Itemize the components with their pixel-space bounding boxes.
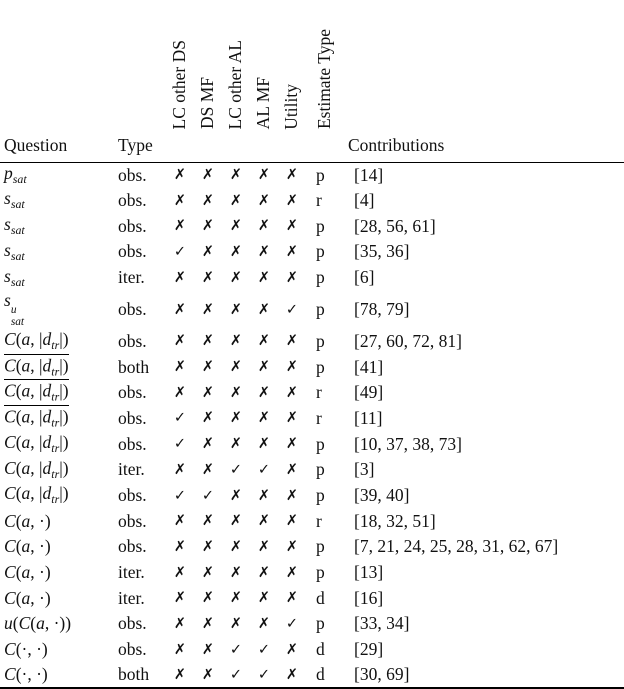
cross-mark: ✗: [285, 513, 299, 530]
contributions-cell: [18, 32, 51]: [354, 510, 436, 531]
question-cell: C(·, ·): [4, 664, 48, 685]
type-cell: obs.: [118, 639, 147, 660]
cross-mark: ✗: [257, 269, 271, 286]
type-cell: obs.: [118, 299, 147, 319]
cross-mark: ✗: [285, 384, 299, 401]
cross-mark: ✗: [173, 301, 187, 318]
table-row: [0, 560, 624, 586]
question-cell: $s_{sat}$: [4, 188, 25, 212]
check-mark: ✓: [173, 243, 187, 260]
contributions-cell: [10, 37, 38, 73]: [354, 433, 462, 454]
col-header-contributions: Contributions: [344, 0, 624, 162]
col-header-ds-mf: [194, 0, 222, 162]
question-cell: C(a, $|d_{tr}|$): [4, 329, 69, 353]
type-cell: iter.: [118, 459, 145, 480]
cross-mark: ✗: [229, 513, 243, 530]
cross-mark: ✗: [229, 487, 243, 504]
table-row: [0, 354, 624, 380]
cross-mark: ✗: [201, 333, 215, 350]
question-cell: $s_{sat}$: [4, 214, 25, 238]
check-mark: ✓: [173, 487, 187, 504]
cross-mark: ✗: [285, 410, 299, 427]
col-header-estimate-type: [306, 0, 344, 162]
cross-mark: ✗: [257, 436, 271, 453]
contributions-cell: [13]: [354, 562, 384, 583]
cross-mark: ✗: [173, 513, 187, 530]
type-cell: obs.: [118, 485, 147, 506]
table-row: [0, 188, 624, 214]
check-mark: ✓: [285, 615, 299, 632]
cross-mark: ✗: [229, 538, 243, 555]
rotated-label: LC other AL: [225, 40, 246, 130]
type-cell: obs.: [118, 241, 147, 262]
table-row: [0, 637, 624, 663]
cross-mark: ✗: [257, 410, 271, 427]
estimate-cell: r: [316, 382, 322, 403]
estimate-cell: d: [316, 587, 325, 608]
cross-mark: ✗: [229, 218, 243, 235]
cross-mark: ✗: [229, 243, 243, 260]
overline-math: C(a, $|d_{tr}|$): [4, 355, 69, 379]
question-cell: C(a, $|d_{tr}|$): [4, 457, 69, 481]
contributions-cell: [49]: [354, 382, 384, 403]
col-header-question: Question: [0, 0, 114, 162]
estimate-cell: p: [316, 164, 325, 185]
cross-mark: ✗: [285, 192, 299, 209]
cross-mark: ✗: [229, 269, 243, 286]
table-row: [0, 406, 624, 432]
cross-mark: ✗: [257, 564, 271, 581]
estimate-cell: r: [316, 407, 322, 428]
cross-mark: ✗: [173, 461, 187, 478]
check-mark: ✓: [257, 666, 271, 683]
question-cell: s u sat: [4, 290, 25, 328]
question-cell: C(a, $|d_{tr}|$): [4, 483, 69, 507]
estimate-cell: p: [316, 613, 325, 634]
contributions-cell: [33, 34]: [354, 613, 410, 634]
col-header-lc-other-al: [222, 0, 250, 162]
cross-mark: ✗: [173, 590, 187, 607]
cross-mark: ✗: [201, 513, 215, 530]
estimate-cell: p: [316, 433, 325, 454]
cross-mark: ✗: [285, 538, 299, 555]
cross-mark: ✗: [285, 333, 299, 350]
table-row: [0, 380, 624, 406]
estimate-cell: d: [316, 664, 325, 685]
question-cell: [0, 406, 114, 432]
cross-mark: ✗: [229, 301, 243, 318]
contributions-cell: [28, 56, 61]: [354, 215, 436, 236]
cross-mark: ✗: [173, 359, 187, 376]
question-cell: $s_{sat}$: [4, 265, 25, 289]
rotated-label: Estimate Type: [314, 29, 335, 130]
contributions-cell: [27, 60, 72, 81]: [354, 330, 462, 351]
table-row: [0, 329, 624, 355]
question-cell: C(a, ·): [4, 536, 51, 557]
cross-mark: ✗: [285, 243, 299, 260]
question-cell: C(a, ·): [4, 587, 51, 608]
type-cell: obs.: [118, 433, 147, 454]
check-mark: ✓: [201, 487, 215, 504]
cross-mark: ✗: [201, 641, 215, 658]
cross-mark: ✗: [229, 333, 243, 350]
cross-mark: ✗: [229, 384, 243, 401]
cross-mark: ✗: [173, 384, 187, 401]
type-cell: iter.: [118, 562, 145, 583]
rotated-label: DS MF: [197, 77, 218, 130]
cross-mark: ✗: [257, 615, 271, 632]
question-cell: C(·, ·): [4, 639, 48, 660]
cross-mark: ✗: [201, 564, 215, 581]
cross-mark: ✗: [285, 641, 299, 658]
table-row: [0, 534, 624, 560]
question-cell: u(C(a, ·)): [4, 613, 72, 634]
cross-mark: ✗: [229, 410, 243, 427]
cross-mark: ✗: [257, 513, 271, 530]
cross-mark: ✗: [201, 436, 215, 453]
question-cell: [0, 354, 114, 380]
col-header-al-mf: [250, 0, 278, 162]
check-mark: ✓: [229, 666, 243, 683]
type-cell: obs.: [118, 613, 147, 634]
cross-mark: ✗: [257, 192, 271, 209]
estimate-cell: p: [316, 215, 325, 236]
contributions-cell: [7, 21, 24, 25, 28, 31, 62, 67]: [354, 536, 559, 557]
cross-mark: ✗: [201, 461, 215, 478]
estimate-cell: p: [316, 485, 325, 506]
cross-mark: ✗: [201, 301, 215, 318]
estimate-cell: p: [316, 356, 325, 377]
cross-mark: ✗: [285, 590, 299, 607]
estimate-cell: p: [316, 330, 325, 351]
estimate-cell: p: [316, 562, 325, 583]
check-mark: ✓: [229, 641, 243, 658]
check-mark: ✓: [173, 436, 187, 453]
col-header-type: Type: [114, 0, 166, 162]
estimate-cell: p: [316, 299, 325, 319]
check-mark: ✓: [285, 301, 299, 318]
contributions-cell: [41]: [354, 356, 384, 377]
contributions-cell: [29]: [354, 639, 384, 660]
contributions-cell: [6]: [354, 267, 375, 288]
rotated-label: Utility: [281, 83, 302, 130]
check-mark: ✓: [257, 461, 271, 478]
estimate-cell: r: [316, 190, 322, 211]
question-cell: C(a, ·): [4, 562, 51, 583]
cross-mark: ✗: [257, 384, 271, 401]
question-cell: C(a, $|d_{tr}|$): [4, 432, 69, 456]
estimate-cell: p: [316, 459, 325, 480]
cross-mark: ✗: [229, 590, 243, 607]
cross-mark: ✗: [173, 615, 187, 632]
table-row: [0, 457, 624, 483]
cross-mark: ✗: [201, 590, 215, 607]
cross-mark: ✗: [201, 615, 215, 632]
rotated-label: AL MF: [253, 77, 274, 130]
cross-mark: ✗: [257, 590, 271, 607]
estimate-cell: p: [316, 241, 325, 262]
contributions-cell: [39, 40]: [354, 485, 410, 506]
contributions-cell: [16]: [354, 587, 384, 608]
cross-mark: ✗: [201, 269, 215, 286]
table-body: [0, 162, 624, 688]
contributions-cell: [3]: [354, 459, 375, 480]
rotated-label: LC other DS: [169, 40, 190, 130]
table-row: [0, 213, 624, 239]
cross-mark: ✗: [173, 218, 187, 235]
question-cell: [0, 380, 114, 406]
cross-mark: ✗: [173, 167, 187, 184]
estimate-cell: p: [316, 536, 325, 557]
overline-math: C(a, $|d_{tr}|$): [4, 380, 69, 404]
cross-mark: ✗: [229, 359, 243, 376]
cross-mark: ✗: [173, 538, 187, 555]
header-row: [0, 0, 624, 162]
cross-mark: ✗: [229, 615, 243, 632]
estimate-cell: r: [316, 510, 322, 531]
col-header-utility: [278, 0, 306, 162]
col-header-lc-other-ds: [166, 0, 194, 162]
type-cell: obs.: [118, 510, 147, 531]
cross-mark: ✗: [229, 167, 243, 184]
question-cell: $s_{sat}$: [4, 239, 25, 263]
cross-mark: ✗: [257, 167, 271, 184]
cross-mark: ✗: [257, 487, 271, 504]
table-row: [0, 265, 624, 291]
cross-mark: ✗: [285, 218, 299, 235]
contributions-cell: [14]: [354, 164, 384, 185]
table-row: [0, 483, 624, 509]
cross-mark: ✗: [257, 218, 271, 235]
cross-mark: ✗: [201, 218, 215, 235]
table-row: [0, 585, 624, 611]
type-cell: obs.: [118, 215, 147, 236]
overline-math: C(a, $|d_{tr}|$): [4, 406, 69, 430]
table-row: [0, 239, 624, 265]
contributions-cell: [30, 69]: [354, 664, 410, 685]
cross-mark: ✗: [285, 359, 299, 376]
cross-mark: ✗: [201, 359, 215, 376]
type-cell: obs.: [118, 330, 147, 351]
check-mark: ✓: [229, 461, 243, 478]
estimate-cell: p: [316, 267, 325, 288]
table-row: [0, 663, 624, 689]
type-cell: obs.: [118, 164, 147, 185]
contributions-cell: [4]: [354, 190, 375, 211]
cross-mark: ✗: [285, 461, 299, 478]
cross-mark: ✗: [173, 641, 187, 658]
cross-mark: ✗: [257, 359, 271, 376]
cross-mark: ✗: [201, 384, 215, 401]
table-row: [0, 290, 624, 328]
cross-mark: ✗: [285, 167, 299, 184]
cross-mark: ✗: [257, 333, 271, 350]
cross-mark: ✗: [173, 269, 187, 286]
type-cell: iter.: [118, 267, 145, 288]
type-cell: iter.: [118, 587, 145, 608]
cross-mark: ✗: [257, 301, 271, 318]
estimate-cell: d: [316, 639, 325, 660]
contributions-cell: [35, 36]: [354, 241, 410, 262]
cross-mark: ✗: [201, 192, 215, 209]
cross-mark: ✗: [229, 192, 243, 209]
cross-mark: ✗: [285, 436, 299, 453]
type-cell: obs.: [118, 407, 147, 428]
cross-mark: ✗: [201, 538, 215, 555]
type-cell: both: [118, 664, 150, 685]
type-cell: obs.: [118, 190, 147, 211]
question-cell: $p_{sat}$: [4, 163, 27, 187]
table-row: [0, 431, 624, 457]
check-mark: ✓: [173, 410, 187, 427]
cross-mark: ✗: [201, 243, 215, 260]
cross-mark: ✗: [285, 487, 299, 504]
type-cell: both: [118, 356, 150, 377]
cross-mark: ✗: [201, 410, 215, 427]
cross-mark: ✗: [285, 269, 299, 286]
cross-mark: ✗: [173, 333, 187, 350]
question-cell: C(a, ·): [4, 510, 51, 531]
type-cell: obs.: [118, 536, 147, 557]
cross-mark: ✗: [257, 243, 271, 260]
check-mark: ✓: [257, 641, 271, 658]
cross-mark: ✗: [173, 666, 187, 683]
cross-mark: ✗: [285, 564, 299, 581]
cross-mark: ✗: [173, 564, 187, 581]
contributions-cell: [78, 79]: [354, 299, 410, 319]
table-row: [0, 611, 624, 637]
table-row: [0, 162, 624, 188]
cross-mark: ✗: [285, 666, 299, 683]
type-cell: obs.: [118, 382, 147, 403]
contributions-cell: [11]: [354, 407, 383, 428]
table-header: [0, 0, 624, 162]
table-row: [0, 508, 624, 534]
cross-mark: ✗: [173, 192, 187, 209]
cross-mark: ✗: [229, 436, 243, 453]
cross-mark: ✗: [201, 167, 215, 184]
cross-mark: ✗: [201, 666, 215, 683]
cross-mark: ✗: [229, 564, 243, 581]
cross-mark: ✗: [257, 538, 271, 555]
